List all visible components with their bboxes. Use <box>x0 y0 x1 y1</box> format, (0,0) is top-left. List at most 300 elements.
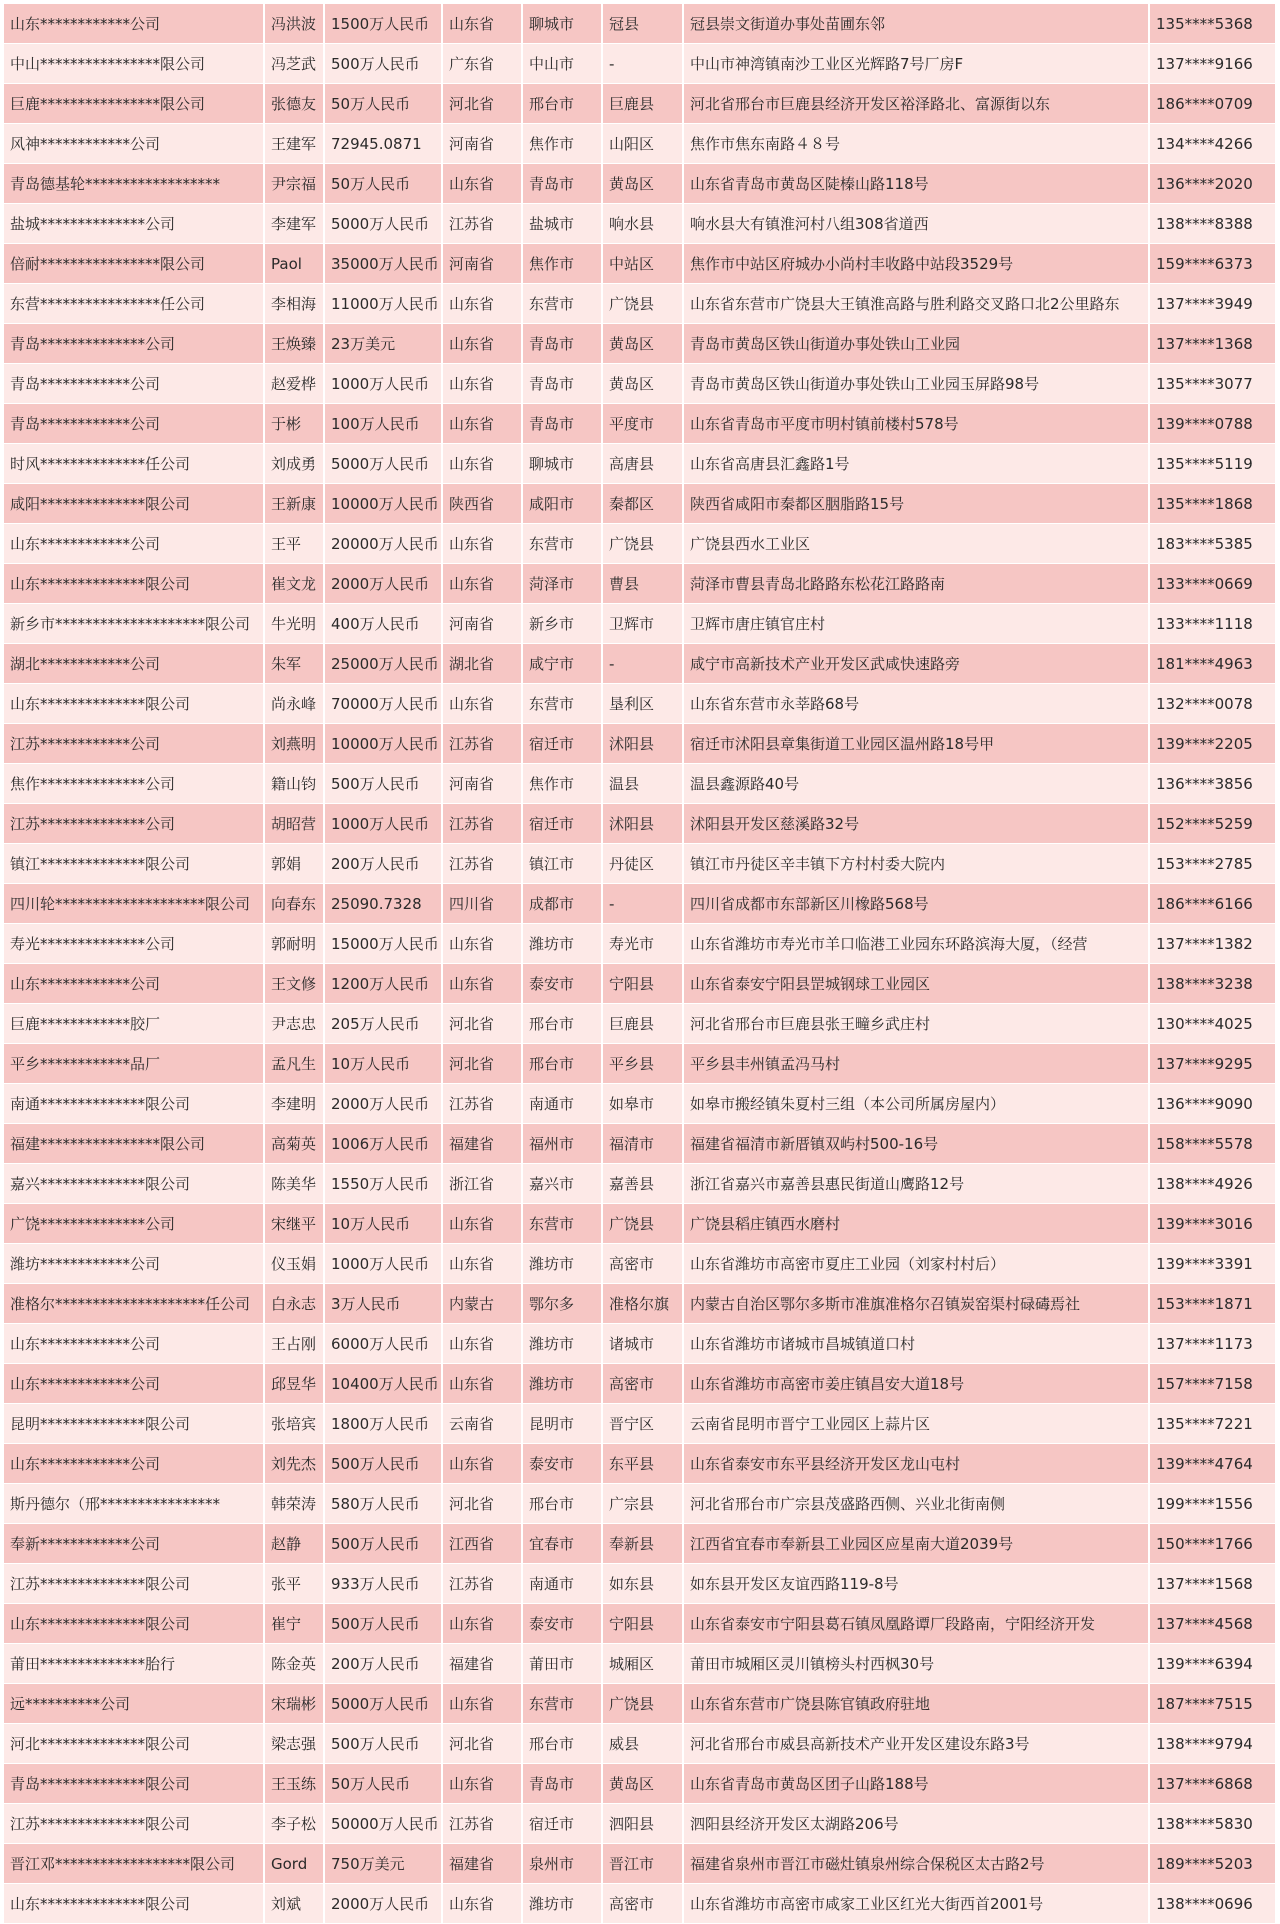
city-cell: 嘉兴市 <box>522 1164 602 1204</box>
company-name-cell: 斯丹德尔（邢**************** <box>4 1484 264 1524</box>
company-name-cell: 嘉兴**************限公司 <box>4 1164 264 1204</box>
company-name-cell: 江苏**************公司 <box>4 804 264 844</box>
province-cell: 江苏省 <box>442 844 522 884</box>
province-cell: 福建省 <box>442 1844 522 1884</box>
company-name-cell: 中山****************限公司 <box>4 44 264 84</box>
capital-cell: 2000万人民币 <box>324 1884 442 1924</box>
address-cell: 卫辉市唐庄镇官庄村 <box>683 604 1149 644</box>
capital-cell: 5000万人民币 <box>324 204 442 244</box>
district-cell: 宁阳县 <box>602 1604 683 1644</box>
city-cell: 青岛市 <box>522 1764 602 1804</box>
legal-rep-cell: 刘燕明 <box>264 724 324 764</box>
table-row <box>4 604 1276 644</box>
table-row <box>4 964 1276 1004</box>
phone-cell: 137****1368 <box>1149 324 1276 364</box>
table-row <box>4 1204 1276 1244</box>
company-name-cell: 山东************公司 <box>4 524 264 564</box>
legal-rep-cell: 梁志强 <box>264 1724 324 1764</box>
table-row <box>4 1404 1276 1444</box>
legal-rep-cell: 李建军 <box>264 204 324 244</box>
province-cell: 山东省 <box>442 1764 522 1804</box>
legal-rep-cell: 郭娟 <box>264 844 324 884</box>
province-cell: 山东省 <box>442 1604 522 1644</box>
district-cell: 黄岛区 <box>602 164 683 204</box>
phone-cell: 138****0696 <box>1149 1884 1276 1924</box>
city-cell: 咸宁市 <box>522 644 602 684</box>
company-name-cell: 江苏************公司 <box>4 724 264 764</box>
capital-cell: 25090.7328 <box>324 884 442 924</box>
phone-cell: 139****2205 <box>1149 724 1276 764</box>
table-row <box>4 1684 1276 1724</box>
table-row <box>4 44 1276 84</box>
legal-rep-cell: 高菊英 <box>264 1124 324 1164</box>
table-row <box>4 1764 1276 1804</box>
legal-rep-cell: 宋继平 <box>264 1204 324 1244</box>
legal-rep-cell: 崔宁 <box>264 1604 324 1644</box>
company-name-cell: 河北**************限公司 <box>4 1724 264 1764</box>
company-name-cell: 山东************公司 <box>4 1324 264 1364</box>
district-cell: 如东县 <box>602 1564 683 1604</box>
city-cell: 邢台市 <box>522 1004 602 1044</box>
company-name-cell: 广饶**************公司 <box>4 1204 264 1244</box>
phone-cell: 153****1871 <box>1149 1284 1276 1324</box>
phone-cell: 183****5385 <box>1149 524 1276 564</box>
province-cell: 河南省 <box>442 244 522 284</box>
address-cell: 平乡县丰州镇孟冯马村 <box>683 1044 1149 1084</box>
district-cell: 广饶县 <box>602 1684 683 1724</box>
capital-cell: 580万人民币 <box>324 1484 442 1524</box>
capital-cell: 1000万人民币 <box>324 804 442 844</box>
company-name-cell: 远**********公司 <box>4 1684 264 1724</box>
district-cell: - <box>602 884 683 924</box>
capital-cell: 500万人民币 <box>324 764 442 804</box>
phone-cell: 136****9090 <box>1149 1084 1276 1124</box>
district-cell: 东平县 <box>602 1444 683 1484</box>
legal-rep-cell: 韩荣涛 <box>264 1484 324 1524</box>
table-row <box>4 1364 1276 1404</box>
phone-cell: 137****1568 <box>1149 1564 1276 1604</box>
province-cell: 江苏省 <box>442 724 522 764</box>
company-name-cell: 风神************公司 <box>4 124 264 164</box>
company-name-cell: 晋江邓******************限公司 <box>4 1844 264 1884</box>
province-cell: 山东省 <box>442 564 522 604</box>
legal-rep-cell: 向春东 <box>264 884 324 924</box>
phone-cell: 189****5203 <box>1149 1844 1276 1884</box>
legal-rep-cell: 刘先杰 <box>264 1444 324 1484</box>
table-row <box>4 724 1276 764</box>
company-name-cell: 山东************公司 <box>4 1444 264 1484</box>
phone-cell: 186****0709 <box>1149 84 1276 124</box>
legal-rep-cell: 尚永峰 <box>264 684 324 724</box>
company-name-cell: 时风**************任公司 <box>4 444 264 484</box>
province-cell: 山东省 <box>442 524 522 564</box>
city-cell: 泰安市 <box>522 1444 602 1484</box>
capital-cell: 1200万人民币 <box>324 964 442 1004</box>
legal-rep-cell: 张德友 <box>264 84 324 124</box>
city-cell: 鄂尔多 <box>522 1284 602 1324</box>
phone-cell: 181****4963 <box>1149 644 1276 684</box>
district-cell: 垦利区 <box>602 684 683 724</box>
district-cell: 高密市 <box>602 1244 683 1284</box>
table-row <box>4 444 1276 484</box>
city-cell: 东营市 <box>522 284 602 324</box>
phone-cell: 136****2020 <box>1149 164 1276 204</box>
phone-cell: 138****4926 <box>1149 1164 1276 1204</box>
province-cell: 河北省 <box>442 1484 522 1524</box>
capital-cell: 500万人民币 <box>324 1444 442 1484</box>
company-name-cell: 盐城**************公司 <box>4 204 264 244</box>
city-cell: 宿迁市 <box>522 804 602 844</box>
capital-cell: 10000万人民币 <box>324 724 442 764</box>
address-cell: 莆田市城厢区灵川镇榜头村西枫30号 <box>683 1644 1149 1684</box>
legal-rep-cell: 白永志 <box>264 1284 324 1324</box>
district-cell: 城厢区 <box>602 1644 683 1684</box>
capital-cell: 200万人民币 <box>324 844 442 884</box>
district-cell: 晋宁区 <box>602 1404 683 1444</box>
address-cell: 内蒙古自治区鄂尔多斯市准旗准格尔召镇炭窑渠村碌碡焉社 <box>683 1284 1149 1324</box>
city-cell: 邢台市 <box>522 84 602 124</box>
address-cell: 山东省泰安宁阳县罡城钢球工业园区 <box>683 964 1149 1004</box>
phone-cell: 133****0669 <box>1149 564 1276 604</box>
address-cell: 山东省东营市永莘路68号 <box>683 684 1149 724</box>
legal-rep-cell: 李建明 <box>264 1084 324 1124</box>
province-cell: 河北省 <box>442 1724 522 1764</box>
province-cell: 江苏省 <box>442 1084 522 1124</box>
city-cell: 青岛市 <box>522 404 602 444</box>
capital-cell: 2000万人民币 <box>324 1084 442 1124</box>
province-cell: 河南省 <box>442 604 522 644</box>
company-name-cell: 倍耐****************限公司 <box>4 244 264 284</box>
company-name-cell: 青岛************公司 <box>4 404 264 444</box>
phone-cell: 158****5578 <box>1149 1124 1276 1164</box>
city-cell: 焦作市 <box>522 124 602 164</box>
capital-cell: 2000万人民币 <box>324 564 442 604</box>
city-cell: 宿迁市 <box>522 1804 602 1844</box>
city-cell: 咸阳市 <box>522 484 602 524</box>
table-row <box>4 1524 1276 1564</box>
city-cell: 焦作市 <box>522 764 602 804</box>
province-cell: 山东省 <box>442 1684 522 1724</box>
district-cell: 泗阳县 <box>602 1804 683 1844</box>
province-cell: 江苏省 <box>442 204 522 244</box>
legal-rep-cell: 张平 <box>264 1564 324 1604</box>
table-row <box>4 644 1276 684</box>
legal-rep-cell: 王占刚 <box>264 1324 324 1364</box>
table-row <box>4 4 1276 44</box>
phone-cell: 135****7221 <box>1149 1404 1276 1444</box>
company-name-cell: 奉新************公司 <box>4 1524 264 1564</box>
address-cell: 江西省宜春市奉新县工业园区应星南大道2039号 <box>683 1524 1149 1564</box>
company-name-cell: 山东************公司 <box>4 4 264 44</box>
city-cell: 昆明市 <box>522 1404 602 1444</box>
district-cell: 黄岛区 <box>602 364 683 404</box>
table-row <box>4 244 1276 284</box>
capital-cell: 10400万人民币 <box>324 1364 442 1404</box>
table-row <box>4 484 1276 524</box>
city-cell: 镇江市 <box>522 844 602 884</box>
phone-cell: 133****1118 <box>1149 604 1276 644</box>
capital-cell: 400万人民币 <box>324 604 442 644</box>
phone-cell: 135****5119 <box>1149 444 1276 484</box>
table-row <box>4 804 1276 844</box>
legal-rep-cell: 王文修 <box>264 964 324 1004</box>
district-cell: 福清市 <box>602 1124 683 1164</box>
capital-cell: 11000万人民币 <box>324 284 442 324</box>
address-cell: 山东省泰安市宁阳县葛石镇凤凰路谭厂段路南，宁阳经济开发 <box>683 1604 1149 1644</box>
legal-rep-cell: 李相海 <box>264 284 324 324</box>
legal-rep-cell: Paol <box>264 244 324 284</box>
address-cell: 泗阳县经济开发区太湖路206号 <box>683 1804 1149 1844</box>
province-cell: 山东省 <box>442 284 522 324</box>
district-cell: 如皋市 <box>602 1084 683 1124</box>
city-cell: 青岛市 <box>522 364 602 404</box>
table-row <box>4 924 1276 964</box>
capital-cell: 205万人民币 <box>324 1004 442 1044</box>
legal-rep-cell: Gord <box>264 1844 324 1884</box>
capital-cell: 500万人民币 <box>324 1724 442 1764</box>
capital-cell: 50万人民币 <box>324 84 442 124</box>
legal-rep-cell: 王平 <box>264 524 324 564</box>
province-cell: 山东省 <box>442 364 522 404</box>
company-name-cell: 山东************公司 <box>4 1364 264 1404</box>
table-row <box>4 1324 1276 1364</box>
city-cell: 潍坊市 <box>522 1244 602 1284</box>
district-cell: 山阳区 <box>602 124 683 164</box>
capital-cell: 500万人民币 <box>324 44 442 84</box>
capital-cell: 200万人民币 <box>324 1644 442 1684</box>
legal-rep-cell: 籍山钧 <box>264 764 324 804</box>
district-cell: 高唐县 <box>602 444 683 484</box>
district-cell: 诸城市 <box>602 1324 683 1364</box>
company-name-cell: 南通**************限公司 <box>4 1084 264 1124</box>
table-row <box>4 404 1276 444</box>
district-cell: 平乡县 <box>602 1044 683 1084</box>
province-cell: 河南省 <box>442 124 522 164</box>
table-row <box>4 1084 1276 1124</box>
capital-cell: 1006万人民币 <box>324 1124 442 1164</box>
company-name-cell: 江苏**************限公司 <box>4 1564 264 1604</box>
phone-cell: 139****4764 <box>1149 1444 1276 1484</box>
table-row <box>4 284 1276 324</box>
province-cell: 云南省 <box>442 1404 522 1444</box>
legal-rep-cell: 张培宾 <box>264 1404 324 1444</box>
company-name-cell: 东营****************任公司 <box>4 284 264 324</box>
city-cell: 邢台市 <box>522 1044 602 1084</box>
phone-cell: 134****4266 <box>1149 124 1276 164</box>
legal-rep-cell: 仪玉娟 <box>264 1244 324 1284</box>
phone-cell: 138****5830 <box>1149 1804 1276 1844</box>
address-cell: 陕西省咸阳市秦都区胭脂路15号 <box>683 484 1149 524</box>
district-cell: 高密市 <box>602 1884 683 1924</box>
province-cell: 山东省 <box>442 924 522 964</box>
district-cell: 响水县 <box>602 204 683 244</box>
phone-cell: 137****1173 <box>1149 1324 1276 1364</box>
city-cell: 新乡市 <box>522 604 602 644</box>
province-cell: 山东省 <box>442 1884 522 1924</box>
legal-rep-cell: 王建军 <box>264 124 324 164</box>
table-row <box>4 204 1276 244</box>
capital-cell: 500万人民币 <box>324 1524 442 1564</box>
legal-rep-cell: 于彬 <box>264 404 324 444</box>
address-cell: 如皋市搬经镇朱夏村三组（本公司所属房屋内） <box>683 1084 1149 1124</box>
address-cell: 福建省泉州市晋江市磁灶镇泉州综合保税区太古路2号 <box>683 1844 1149 1884</box>
address-cell: 河北省邢台市广宗县茂盛路西侧、兴业北街南侧 <box>683 1484 1149 1524</box>
phone-cell: 152****5259 <box>1149 804 1276 844</box>
legal-rep-cell: 崔文龙 <box>264 564 324 604</box>
city-cell: 莆田市 <box>522 1644 602 1684</box>
capital-cell: 70000万人民币 <box>324 684 442 724</box>
capital-cell: 50000万人民币 <box>324 1804 442 1844</box>
company-name-cell: 咸阳**************限公司 <box>4 484 264 524</box>
table-row <box>4 1844 1276 1884</box>
phone-cell: 157****7158 <box>1149 1364 1276 1404</box>
address-cell: 镇江市丹徒区辛丰镇下方村村委大院内 <box>683 844 1149 884</box>
province-cell: 山东省 <box>442 164 522 204</box>
city-cell: 宜春市 <box>522 1524 602 1564</box>
province-cell: 山东省 <box>442 684 522 724</box>
city-cell: 聊城市 <box>522 4 602 44</box>
district-cell: 黄岛区 <box>602 1764 683 1804</box>
district-cell: - <box>602 44 683 84</box>
table-row <box>4 1004 1276 1044</box>
city-cell: 东营市 <box>522 1204 602 1244</box>
city-cell: 盐城市 <box>522 204 602 244</box>
legal-rep-cell: 王玉练 <box>264 1764 324 1804</box>
phone-cell: 138****3238 <box>1149 964 1276 1004</box>
phone-cell: 138****9794 <box>1149 1724 1276 1764</box>
province-cell: 河南省 <box>442 764 522 804</box>
table-row <box>4 1164 1276 1204</box>
legal-rep-cell: 尹志忠 <box>264 1004 324 1044</box>
province-cell: 江苏省 <box>442 1804 522 1844</box>
address-cell: 宿迁市沭阳县章集街道工业园区温州路18号甲 <box>683 724 1149 764</box>
company-name-cell: 潍坊************公司 <box>4 1244 264 1284</box>
company-name-cell: 福建****************限公司 <box>4 1124 264 1164</box>
province-cell: 江西省 <box>442 1524 522 1564</box>
capital-cell: 1000万人民币 <box>324 1244 442 1284</box>
district-cell: 巨鹿县 <box>602 84 683 124</box>
capital-cell: 933万人民币 <box>324 1564 442 1604</box>
city-cell: 菏泽市 <box>522 564 602 604</box>
city-cell: 潍坊市 <box>522 1364 602 1404</box>
company-name-cell: 江苏**************限公司 <box>4 1804 264 1844</box>
legal-rep-cell: 赵静 <box>264 1524 324 1564</box>
capital-cell: 72945.0871 <box>324 124 442 164</box>
district-cell: 中站区 <box>602 244 683 284</box>
capital-cell: 50万人民币 <box>324 164 442 204</box>
company-name-cell: 巨鹿****************限公司 <box>4 84 264 124</box>
city-cell: 聊城市 <box>522 444 602 484</box>
phone-cell: 139****0788 <box>1149 404 1276 444</box>
address-cell: 沭阳县开发区慈溪路32号 <box>683 804 1149 844</box>
phone-cell: 137****9295 <box>1149 1044 1276 1084</box>
company-name-cell: 昆明**************限公司 <box>4 1404 264 1444</box>
capital-cell: 1500万人民币 <box>324 4 442 44</box>
district-cell: 广宗县 <box>602 1484 683 1524</box>
company-name-cell: 山东**************限公司 <box>4 1884 264 1924</box>
table-row <box>4 1644 1276 1684</box>
phone-cell: 187****7515 <box>1149 1684 1276 1724</box>
district-cell: 广饶县 <box>602 524 683 564</box>
phone-cell: 136****3856 <box>1149 764 1276 804</box>
capital-cell: 1000万人民币 <box>324 364 442 404</box>
address-cell: 山东省青岛市黄岛区团子山路188号 <box>683 1764 1149 1804</box>
district-cell: 寿光市 <box>602 924 683 964</box>
district-cell: 沭阳县 <box>602 804 683 844</box>
capital-cell: 50万人民币 <box>324 1764 442 1804</box>
phone-cell: 139****3391 <box>1149 1244 1276 1284</box>
city-cell: 泉州市 <box>522 1844 602 1884</box>
company-name-cell: 镇江**************限公司 <box>4 844 264 884</box>
capital-cell: 1550万人民币 <box>324 1164 442 1204</box>
phone-cell: 137****6868 <box>1149 1764 1276 1804</box>
province-cell: 山东省 <box>442 324 522 364</box>
company-name-cell: 青岛德基轮****************** <box>4 164 264 204</box>
phone-cell: 130****4025 <box>1149 1004 1276 1044</box>
company-name-cell: 山东**************限公司 <box>4 684 264 724</box>
address-cell: 温县鑫源路40号 <box>683 764 1149 804</box>
phone-cell: 137****9166 <box>1149 44 1276 84</box>
district-cell: 沭阳县 <box>602 724 683 764</box>
city-cell: 潍坊市 <box>522 924 602 964</box>
phone-cell: 135****5368 <box>1149 4 1276 44</box>
capital-cell: 500万人民币 <box>324 1604 442 1644</box>
district-cell: 高密市 <box>602 1364 683 1404</box>
address-cell: 山东省高唐县汇鑫路1号 <box>683 444 1149 484</box>
address-cell: 中山市神湾镇南沙工业区光辉路7号厂房F <box>683 44 1149 84</box>
province-cell: 山东省 <box>442 1204 522 1244</box>
address-cell: 河北省邢台市威县高新技术产业开发区建设东路3号 <box>683 1724 1149 1764</box>
table-row <box>4 524 1276 564</box>
company-name-cell: 山东************公司 <box>4 964 264 1004</box>
province-cell: 浙江省 <box>442 1164 522 1204</box>
address-cell: 云南省昆明市晋宁工业园区上蒜片区 <box>683 1404 1149 1444</box>
table-row <box>4 1804 1276 1844</box>
company-name-cell: 山东**************限公司 <box>4 564 264 604</box>
city-cell: 成都市 <box>522 884 602 924</box>
table-row <box>4 84 1276 124</box>
capital-cell: 35000万人民币 <box>324 244 442 284</box>
address-cell: 广饶县西水工业区 <box>683 524 1149 564</box>
province-cell: 四川省 <box>442 884 522 924</box>
address-cell: 广饶县稻庄镇西水磨村 <box>683 1204 1149 1244</box>
phone-cell: 132****0078 <box>1149 684 1276 724</box>
capital-cell: 15000万人民币 <box>324 924 442 964</box>
table-body <box>4 4 1276 1924</box>
table-row <box>4 564 1276 604</box>
legal-rep-cell: 牛光明 <box>264 604 324 644</box>
table-row <box>4 1284 1276 1324</box>
district-cell: 曹县 <box>602 564 683 604</box>
capital-cell: 6000万人民币 <box>324 1324 442 1364</box>
company-name-cell: 湖北************公司 <box>4 644 264 684</box>
phone-cell: 199****1556 <box>1149 1484 1276 1524</box>
phone-cell: 135****1868 <box>1149 484 1276 524</box>
district-cell: 嘉善县 <box>602 1164 683 1204</box>
table-row <box>4 1124 1276 1164</box>
address-cell: 冠县崇文街道办事处苗圃东邻 <box>683 4 1149 44</box>
table-row <box>4 1044 1276 1084</box>
province-cell: 山东省 <box>442 1364 522 1404</box>
city-cell: 中山市 <box>522 44 602 84</box>
phone-cell: 137****1382 <box>1149 924 1276 964</box>
address-cell: 焦作市焦东南路４８号 <box>683 124 1149 164</box>
table-row <box>4 1724 1276 1764</box>
district-cell: 冠县 <box>602 4 683 44</box>
legal-rep-cell: 孟凡生 <box>264 1044 324 1084</box>
address-cell: 响水县大有镇淮河村八组308省道西 <box>683 204 1149 244</box>
legal-rep-cell: 胡昭营 <box>264 804 324 844</box>
